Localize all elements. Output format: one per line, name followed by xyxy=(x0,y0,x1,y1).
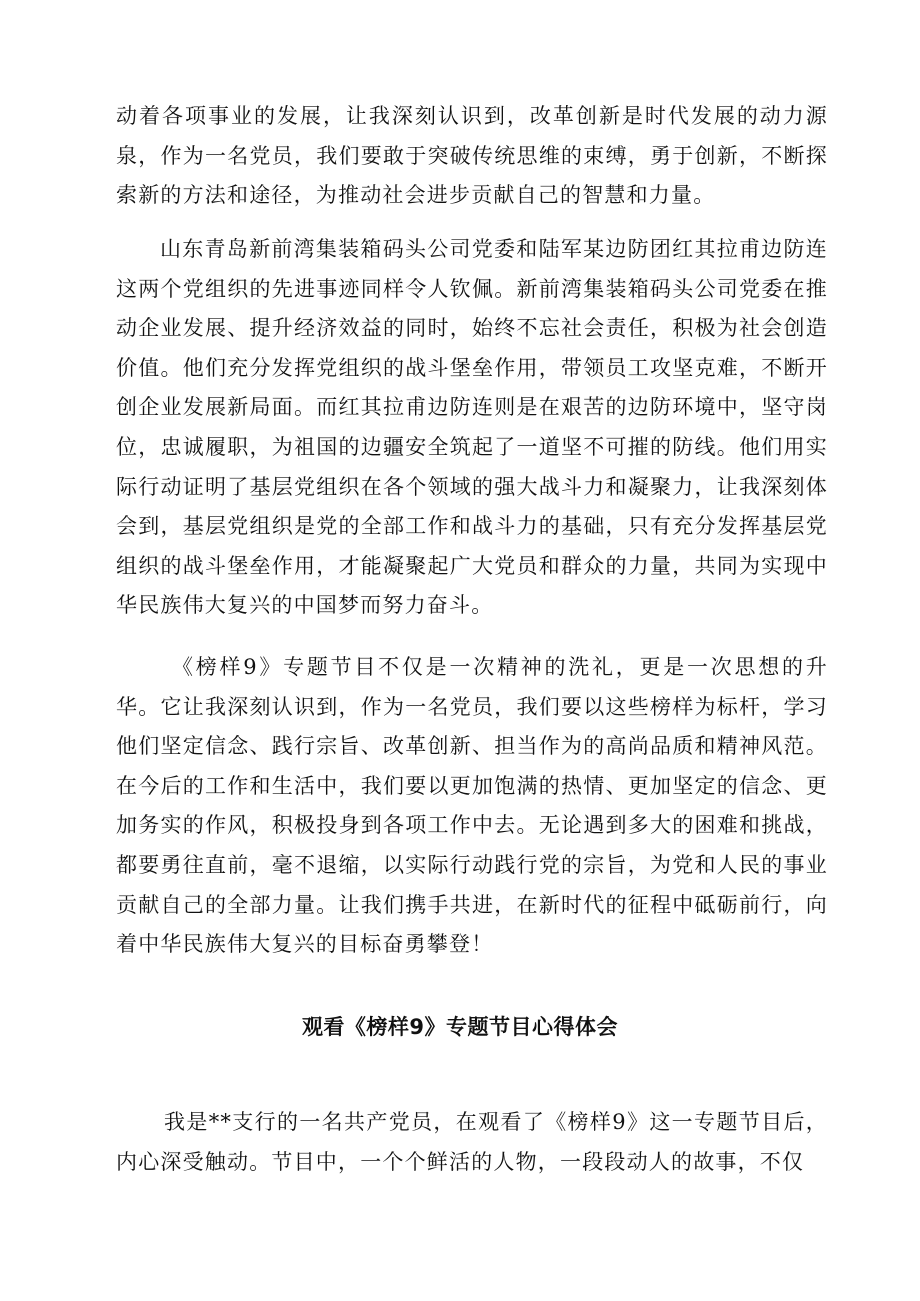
paragraph-program-reflection: 《榜样9》专题节目不仅是一次精神的洗礼，更是一次思想的升华。它让我深刻认识到，作为一名党员，我们要以这些榜样为标杆，学习他们坚定信念、践行宗旨、改革创新、担当作为的高尚品质和精神风范。在今后的工作和生活中，我们要以更加饱满的热情、更加坚定的信念、更加务实的作风，积极投身到各项工作中去。无论遇到多大的困难和挑战，都要勇往直前，毫不退缩，以实际行动践行党的宗旨，为党和人民的事业贡献自己的全部力量。让我们携手共进，在新时代的征程中砥砺前行，向着中华民族伟大复兴的目标奋勇攀登！ xyxy=(116,655,828,957)
section-heading: 观看《榜样9》专题节目心得体会 xyxy=(301,1015,619,1039)
paragraph-intro: 我是**支行的一名共产党员，在观看了《榜样9》这一专题节目后，内心深受触动。节目中，一个个鲜活的人物，一段段动人的故事，不仅 xyxy=(116,1110,828,1174)
paragraph-reform-innovation: 动着各项事业的发展，让我深刻认识到，改革创新是时代发展的动力源泉，作为一名党员，我们要敢于突破传统思维的束缚，勇于创新，不断探索新的方法和途径，为推动社会进步贡献自己的智慧和力量。 xyxy=(116,104,828,208)
paragraph-party-organizations: 山东青岛新前湾集装箱码头公司党委和陆军某边防团红其拉甫边防连这两个党组织的先进事迹同样令人钦佩。新前湾集装箱码头公司党委在推动企业发展、提升经济效益的同时，始终不忘社会责任，积极为社会创造价值。他们充分发挥党组织的战斗堡垒作用，带领员工攻坚克难，不断开创企业发展新局面。而红其拉甫边防连则是在艰苦的边防环境中，坚守岗位，忠诚履职，为祖国的边疆安全筑起了一道坚不可摧的防线。他们用实际行动证明了基层党组织在各个领域的强大战斗力和凝聚力，让我深刻体会到，基层党组织是党的全部工作和战斗力的基础，只有充分发挥基层党组织的战斗堡垒作用，才能凝聚起广大党员和群众的力量，共同为实现中华民族伟大复兴的中国梦而努力奋斗。 xyxy=(116,237,828,618)
